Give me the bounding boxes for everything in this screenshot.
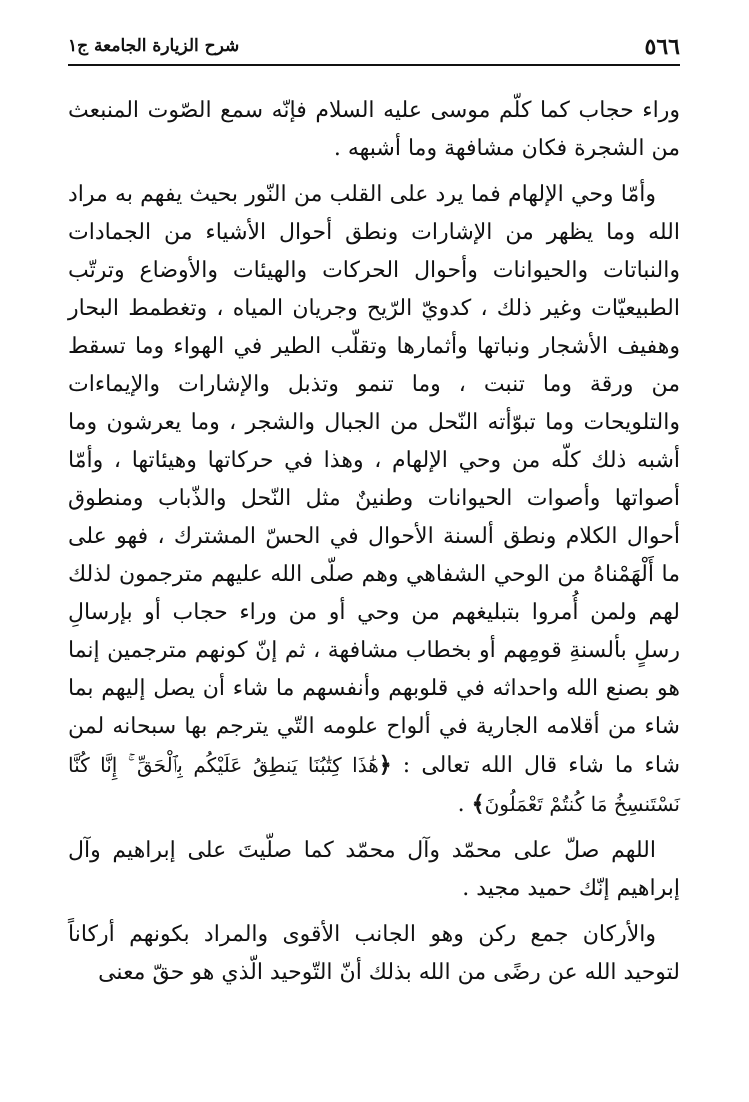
quran-open-bracket: ﴿ — [378, 752, 392, 778]
body-text — [68, 92, 680, 992]
page-header — [68, 34, 680, 64]
page-number: ٥٦٦ — [644, 34, 680, 60]
paragraph-3 — [68, 832, 680, 908]
paragraph-3-text: اللهم صلّ على محمّد وآل محمّد كما صلّيتَ على إبراهيم وآل إبراهيم إنّك حميد مجيد . — [68, 838, 680, 901]
paragraph-4-text: والأركان جمع ركن وهو الجانب الأقوى والمراد بكونهم أركاناً لتوحيد الله عن رضًى من الله بذلك أنّ التّوحيد الّذي هو حقّ معنى — [68, 922, 680, 985]
paragraph-2-text: وأمّا وحي الإلهام فما يرد على القلب من النّور بحيث يفهم به مراد الله وما يظهر من الإشارات ونطق أحوال الأشياء من الجمادات والنباتات والحيوانات وأحوال الحركات والهيئات والأوضاع وترتّب الطبيعيّات وغير ذلك ، كدويّ الرّيح وجريان المياه ، وتغطمط البحار وهفيف الأشجار ونباتها وأثمارها وتقلّب الطير في الهواء وما تسقط من ورقة وما تنبت ، وما تنمو وتذبل والإشارات والإيماءات والتلويحات وما تبوّأته النّحل من الجبال والشجر ، وما يعرشون وما أشبه ذلك كلّه من وحي الإلهام ، وهذا في حركاتها وهيئاتها ، وأمّا أصواتها وأصوات الحيوانات وطنينٌ مثل النّحل والذّباب ومنطوق أحوال الكلام ونطق ألسنة الأحوال في الحسّ المشترك ، فهو على ما أَلْهَمْناهُ من الوحي الشفاهي وهم صلّى الله عليهم مترجمون لذلك لهم ولمن أُمروا بتبليغهم من وحي أو من وراء حجاب أو بإرسالِ رسلٍ بألسنةِ قومِهم أو بخطاب مشافهة ، ثم إنّ كونهم مترجمين إنما هو بصنع الله واحداثه في قلوبهم وأنفسهم ما شاء أن يصل إليهم بما شاء من أقلامه الجارية في ألواح علومه التّي يترجم بها سبحانه لمن شاء ما شاء قال الله تعالى : — [68, 182, 680, 778]
paragraph-4 — [68, 916, 680, 992]
quran-verse: هَٰذَا كِتَٰبُنَا يَنطِقُ عَلَيْكُم بِٱلْحَقِّ ۚ إِنَّا كُنَّا نَسْتَنسِخُ مَا كُنتُمْ تَعْمَلُونَ — [68, 753, 680, 816]
paragraph-2-end: . — [457, 792, 472, 817]
quran-close-bracket: ﴾ — [471, 791, 485, 817]
running-title: شرح الزيارة الجامعة ج١ — [68, 36, 240, 56]
header-divider — [68, 64, 680, 66]
paragraph-2 — [68, 176, 680, 824]
paragraph-1-text: وراء حجاب كما كلّم موسى عليه السلام فإنّه سمع الصّوت المنبعث من الشجرة فكان مشافهة وما أشبهه . — [68, 98, 680, 161]
paragraph-1 — [68, 92, 680, 168]
